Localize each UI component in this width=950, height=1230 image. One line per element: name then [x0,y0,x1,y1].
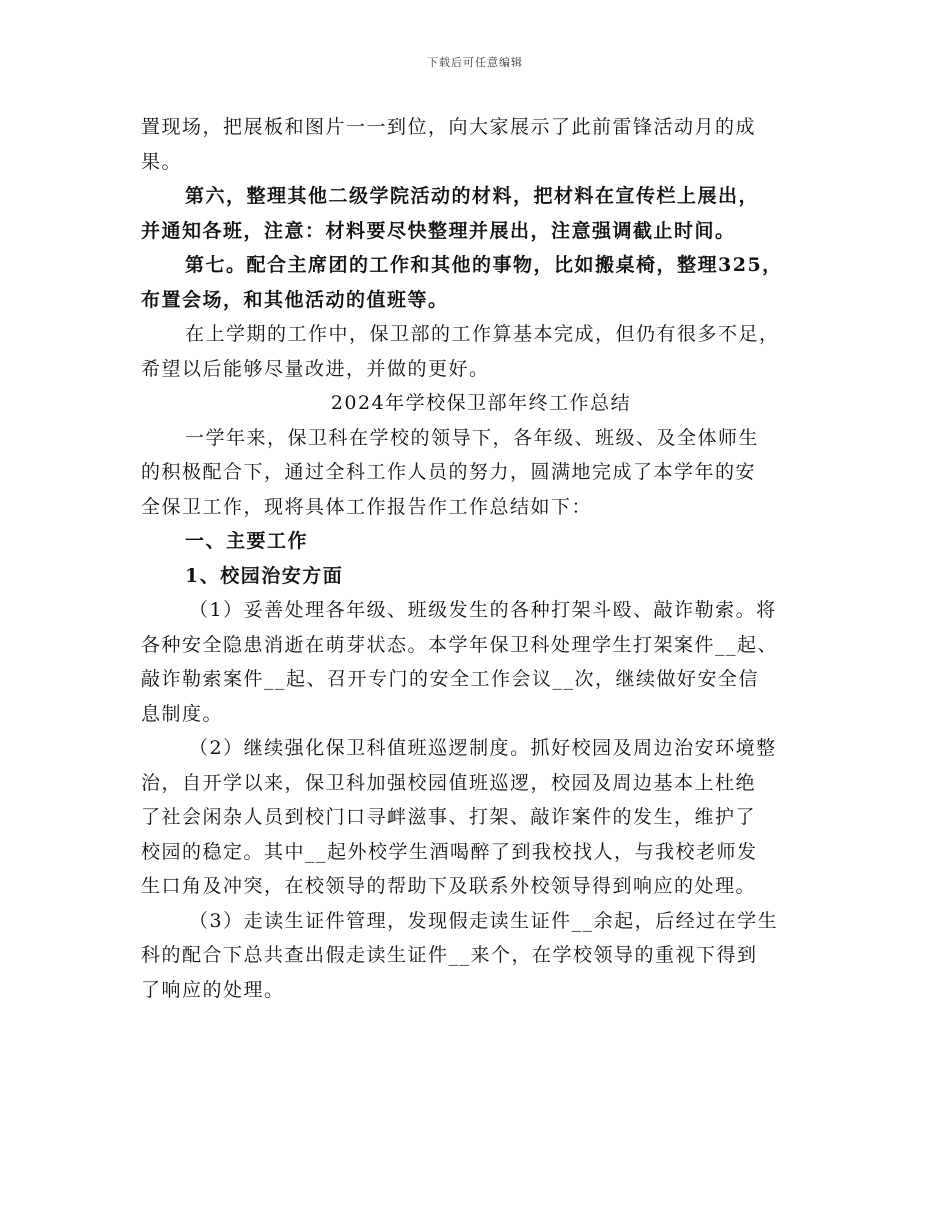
paragraph-line: 果。 [141,150,183,173]
document-body [141,110,821,1007]
paragraph-line: 第七。配合主席团的工作和其他的事物，比如搬桌椅，整理325， [185,254,783,276]
paragraph-line: 科的配合下总共查出假走读生证件__来个，在学校领导的重视下得到 [141,944,758,966]
paragraph-line: 敲诈勒索案件__起、召开专门的安全工作会议__次，继续做好安全信 [141,668,760,690]
section-title: 2024年学校保卫部年终工作总结 [330,392,632,414]
paragraph-line: 并通知各班，注意：材料要尽快整理并展出，注意强调截止时间。 [141,219,736,242]
paragraph-line: 的积极配合下，通过全科工作人员的努力，圆满地完成了本学年的安 [141,461,757,483]
paragraph-line: 第六，整理其他二级学院活动的材料，把材料在宣传栏上展出， [185,185,760,207]
heading-campus-security: 1、校园治安方面 [185,564,344,587]
paragraph-line: 各种安全隐患消逝在萌芽状态。本学年保卫科处理学生打架案件__起、 [141,633,779,656]
paragraph-line: （2）继续强化保卫科值班巡逻制度。抓好校园及周边治安环境整 [189,737,777,759]
paragraph-line: 全保卫工作，现将具体工作报告作工作总结如下： [141,495,593,518]
heading-main-work: 一、主要工作 [185,530,309,552]
paragraph-line: 一学年来，保卫科在学校的领导下，各年级、班级、及全体师生 [185,426,760,449]
paragraph-line: （1）妥善处理各年级、班级发生的各种打架斗殴、敲诈勒索。将 [189,599,777,621]
paragraph-line: 置现场，把展板和图片一一到位，向大家展示了此前雷锋活动月的成 [141,116,757,138]
paragraph-line: 希望以后能够尽量改进，并做的更好。 [141,357,490,380]
paragraph-line: 治，自开学以来，保卫科加强校园值班巡逻，校园及周边基本上杜绝 [141,771,757,794]
paragraph-line: （3）走读生证件管理，发现假走读生证件__余起，后经过在学生 [189,909,779,932]
paragraph-line: 校园的稳定。其中__起外校学生酒喝醉了到我校找人，与我校老师发 [141,840,758,863]
paragraph-line: 生口角及冲突，在校领导的帮助下及联系外校领导得到响应的处理。 [141,875,757,897]
header-note: 下载后可任意编辑 [427,56,523,69]
paragraph-line: 在上学期的工作中，保卫部的工作算基本完成，但仍有很多不足， [185,323,780,345]
paragraph-line: 布置会场，和其他活动的值班等。 [141,288,449,311]
paragraph-line: 了社会闲杂人员到校门口寻衅滋事、打架、敲诈案件的发生，维护了 [141,806,757,828]
paragraph-line: 息制度。 [141,702,224,725]
paragraph-line: 了响应的处理。 [141,978,285,1001]
